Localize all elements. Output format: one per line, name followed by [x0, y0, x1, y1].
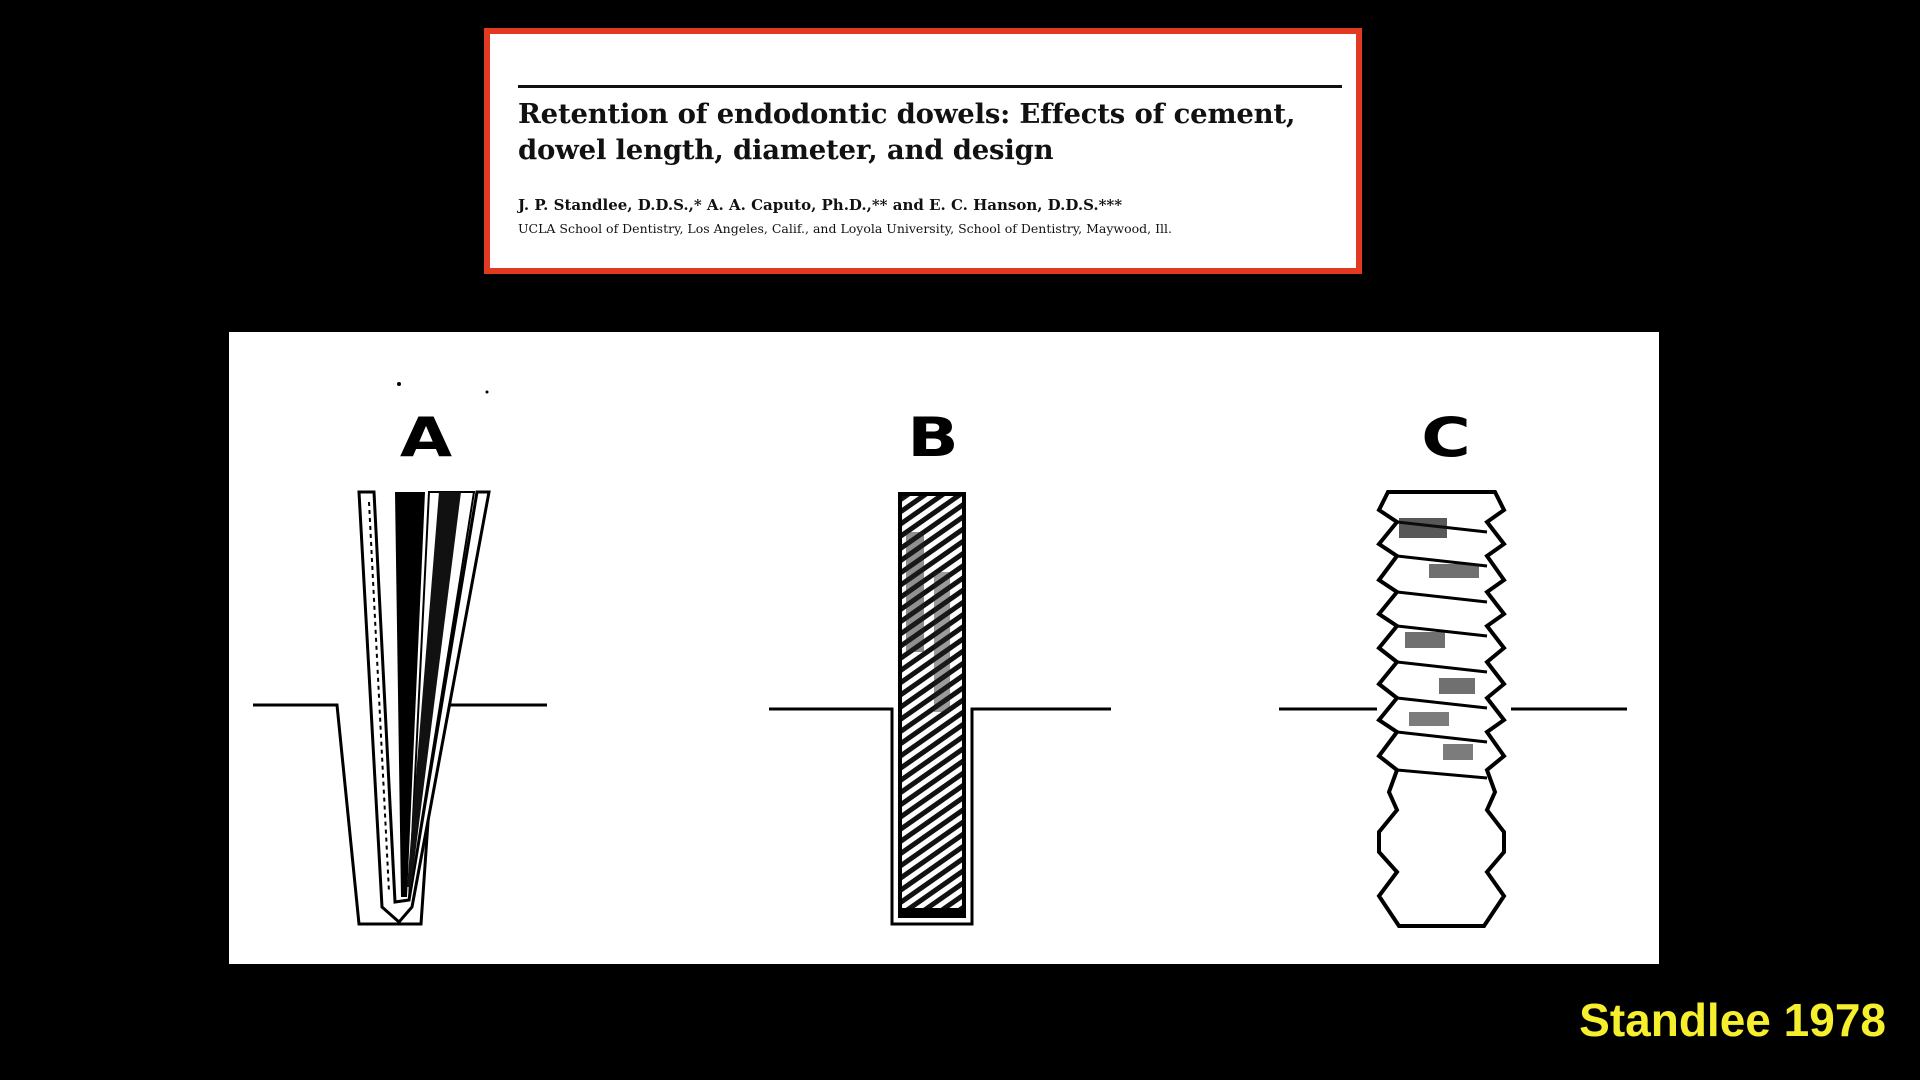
dowel-c-drawing — [1279, 492, 1627, 926]
citation-label: Standlee 1978 — [1579, 994, 1886, 1046]
figure-label-a: A — [399, 406, 453, 469]
figure-label-b: B — [907, 406, 959, 469]
paper-header-card — [484, 28, 1362, 274]
paper-affiliation: UCLA School of Dentistry, Los Angeles, Calif., and Loyola University, School of Dentistry, Maywood, Ill. — [518, 221, 1173, 236]
figure-label-c: C — [1421, 406, 1471, 469]
paper-title: Retention of endodontic dowels: Effects of cement, dowel length, diameter, and design — [518, 98, 1296, 166]
dowel-design-figure — [229, 332, 1659, 964]
dowel-b-drawing — [769, 494, 1111, 924]
paper-authors: J. P. Standlee, D.D.S.,* A. A. Caputo, Ph.D.,** and E. C. Hanson, D.D.S.*** — [518, 196, 1123, 214]
title-rule — [518, 85, 1342, 88]
